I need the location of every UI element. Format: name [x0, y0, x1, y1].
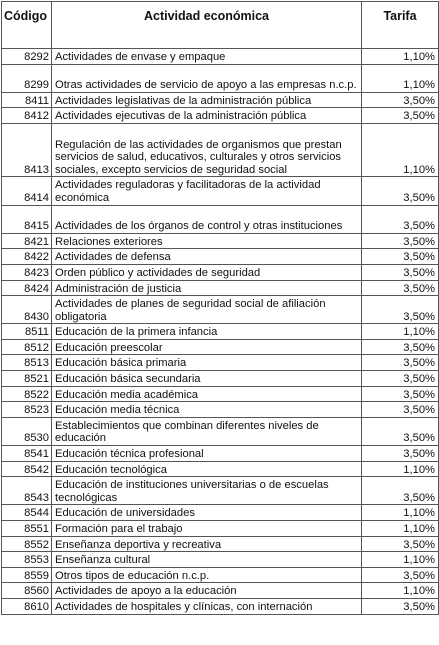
cell-rate: 3,50% [362, 296, 439, 324]
cell-code: 8430 [2, 296, 52, 324]
cell-rate: 3,50% [362, 536, 439, 552]
cell-activity: Educación media técnica [52, 402, 362, 418]
cell-rate: 3,50% [362, 402, 439, 418]
cell-code: 8544 [2, 505, 52, 521]
cell-code: 8523 [2, 402, 52, 418]
cell-rate: 3,50% [362, 233, 439, 249]
cell-activity: Enseñanza cultural [52, 552, 362, 568]
table-row [2, 505, 439, 521]
cell-activity: Educación de universidades [52, 505, 362, 521]
table-row [2, 108, 439, 124]
table-row [2, 417, 439, 445]
cell-rate: 3,50% [362, 108, 439, 124]
table-row [2, 355, 439, 371]
cell-activity: Relaciones exteriores [52, 233, 362, 249]
cell-activity: Actividades de defensa [52, 249, 362, 265]
cell-code: 8553 [2, 552, 52, 568]
table-row [2, 92, 439, 108]
cell-activity: Actividades de planes de seguridad social de afiliación obligatoria [52, 296, 362, 324]
cell-rate: 3,50% [362, 92, 439, 108]
cell-code: 8513 [2, 355, 52, 371]
table-row [2, 205, 439, 233]
cell-activity: Educación técnica profesional [52, 446, 362, 462]
table-row [2, 477, 439, 505]
cell-code: 8610 [2, 598, 52, 614]
cell-code: 8511 [2, 324, 52, 340]
cell-code: 8559 [2, 567, 52, 583]
cell-activity: Regulación de las actividades de organismos que prestan servicios de salud, educativos, culturales y otros servicios sociales, excepto servicios de seguridad social [52, 123, 362, 176]
cell-rate: 3,50% [362, 177, 439, 205]
table-row [2, 280, 439, 296]
header-activity: Actividad económica [52, 2, 362, 49]
cell-activity: Actividades de envase y empaque [52, 49, 362, 65]
cell-code: 8521 [2, 371, 52, 387]
cell-code: 8421 [2, 233, 52, 249]
cell-activity: Educación básica primaria [52, 355, 362, 371]
table-row [2, 536, 439, 552]
cell-activity: Orden público y actividades de seguridad [52, 264, 362, 280]
cell-rate: 3,50% [362, 249, 439, 265]
cell-activity: Actividades legislativas de la administración pública [52, 92, 362, 108]
cell-code: 8551 [2, 521, 52, 537]
cell-rate: 3,50% [362, 264, 439, 280]
cell-activity: Administración de justicia [52, 280, 362, 296]
table-row [2, 446, 439, 462]
cell-code: 8522 [2, 386, 52, 402]
cell-rate: 3,50% [362, 371, 439, 387]
cell-code: 8541 [2, 446, 52, 462]
table-row [2, 49, 439, 65]
cell-code: 8552 [2, 536, 52, 552]
table-row [2, 598, 439, 614]
cell-rate: 1,10% [362, 49, 439, 65]
cell-activity: Educación media académica [52, 386, 362, 402]
cell-rate: 1,10% [362, 552, 439, 568]
table-row [2, 552, 439, 568]
cell-activity: Actividades de hospitales y clínicas, con internación [52, 598, 362, 614]
cell-activity: Otros tipos de educación n.c.p. [52, 567, 362, 583]
table-row [2, 461, 439, 477]
cell-code: 8412 [2, 108, 52, 124]
cell-activity: Establecimientos que combinan diferentes niveles de educación [52, 417, 362, 445]
cell-activity: Educación básica secundaria [52, 371, 362, 387]
cell-rate: 3,50% [362, 446, 439, 462]
cell-code: 8292 [2, 49, 52, 65]
cell-activity: Actividades reguladoras y facilitadoras de la actividad económica [52, 177, 362, 205]
cell-rate: 3,50% [362, 339, 439, 355]
header-rate: Tarifa [362, 2, 439, 49]
cell-code: 8542 [2, 461, 52, 477]
table-row [2, 296, 439, 324]
cell-rate: 1,10% [362, 583, 439, 599]
table-row [2, 583, 439, 599]
cell-activity: Educación preescolar [52, 339, 362, 355]
cell-rate: 3,50% [362, 477, 439, 505]
table-row [2, 567, 439, 583]
cell-activity: Actividades ejecutivas de la administración pública [52, 108, 362, 124]
table-row [2, 386, 439, 402]
cell-code: 8411 [2, 92, 52, 108]
table-row [2, 123, 439, 176]
cell-rate: 1,10% [362, 324, 439, 340]
cell-activity: Actividades de los órganos de control y otras instituciones [52, 205, 362, 233]
cell-rate: 1,10% [362, 505, 439, 521]
cell-rate: 3,50% [362, 205, 439, 233]
cell-activity: Otras actividades de servicio de apoyo a las empresas n.c.p. [52, 64, 362, 92]
table-row [2, 233, 439, 249]
tariff-table-container [1, 1, 438, 615]
cell-code: 8422 [2, 249, 52, 265]
cell-rate: 1,10% [362, 123, 439, 176]
cell-code: 8530 [2, 417, 52, 445]
table-row [2, 324, 439, 340]
cell-rate: 3,50% [362, 386, 439, 402]
cell-activity: Formación para el trabajo [52, 521, 362, 537]
cell-code: 8415 [2, 205, 52, 233]
table-row [2, 177, 439, 205]
cell-activity: Enseñanza deportiva y recreativa [52, 536, 362, 552]
cell-rate: 3,50% [362, 280, 439, 296]
cell-code: 8560 [2, 583, 52, 599]
cell-activity: Educación de la primera infancia [52, 324, 362, 340]
cell-code: 8413 [2, 123, 52, 176]
table-row [2, 521, 439, 537]
cell-rate: 1,10% [362, 64, 439, 92]
cell-rate: 3,50% [362, 417, 439, 445]
table-row [2, 264, 439, 280]
cell-code: 8299 [2, 64, 52, 92]
cell-code: 8543 [2, 477, 52, 505]
table-row [2, 64, 439, 92]
table-row [2, 402, 439, 418]
table-header-row [2, 2, 439, 49]
cell-activity: Educación tecnológica [52, 461, 362, 477]
cell-code: 8414 [2, 177, 52, 205]
table-row [2, 339, 439, 355]
cell-code: 8423 [2, 264, 52, 280]
cell-code: 8512 [2, 339, 52, 355]
cell-activity: Educación de instituciones universitarias o de escuelas tecnológicas [52, 477, 362, 505]
header-code: Código [2, 2, 52, 49]
tariff-table [1, 1, 439, 615]
cell-rate: 3,50% [362, 355, 439, 371]
table-row [2, 249, 439, 265]
table-body [2, 49, 439, 615]
cell-rate: 1,10% [362, 521, 439, 537]
cell-activity: Actividades de apoyo a la educación [52, 583, 362, 599]
cell-code: 8424 [2, 280, 52, 296]
cell-rate: 3,50% [362, 567, 439, 583]
cell-rate: 3,50% [362, 598, 439, 614]
cell-rate: 1,10% [362, 461, 439, 477]
table-row [2, 371, 439, 387]
